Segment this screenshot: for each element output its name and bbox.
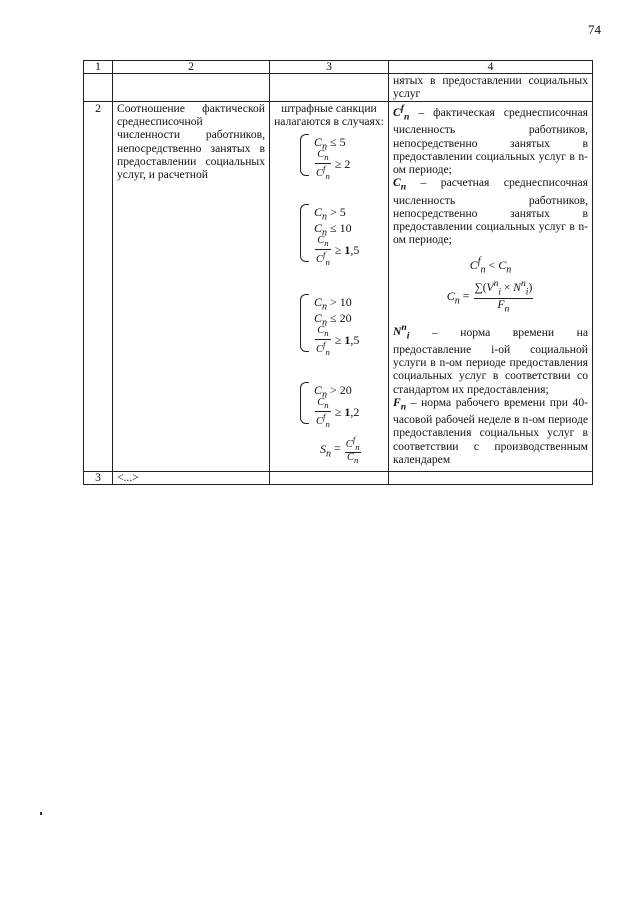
sanctions-intro: штрафные санкции налагаются в случаях: [274, 102, 384, 129]
def-cn: $C_n$ – расчетная среднесписочная численность работников, непосредственно занятых в предоставлении социальных услуг в n-ом периоде; [393, 176, 588, 247]
page-number: 74 [588, 22, 601, 37]
definitions-cell [389, 102, 593, 472]
case-3-ratio: $\frac{C_n}{C^f_n}$ ≥ 1,5 [316, 325, 360, 358]
indicators-table [83, 60, 593, 485]
case-3-cond-b: $C_n \le 20$ [314, 311, 352, 329]
case-4-system [300, 382, 384, 430]
row-3-ellipsis: <...> [113, 472, 270, 485]
indicator-text: Соотношение фактической среднесписочной численности работников, непосредственно занятых в предоставлении социальных услуг, и расчетной [113, 102, 270, 472]
case-4-cond-a: $C_n > 20$ [314, 383, 352, 401]
def-cfn: $C^f_n$ – фактическая среднесписочная численность работников, непосредственно занятых в предоставлении социальных услуг в n-ом периоде; [393, 103, 588, 176]
header-col-2: 2 [113, 61, 270, 74]
s-formula: $S_n$ = $\frac{C^f_n}{C_n}$ [320, 434, 360, 466]
case-1-cond-a: $C_n \le 5$ [314, 135, 346, 153]
cn-formula: $C_n$ = $\frac{\sum(V^n_i \times N^n_i)}{F_n}$ [446, 278, 533, 315]
sanctions-cell [270, 102, 389, 472]
cn-condition: $C^f_n < C_n$ [469, 255, 512, 275]
case-2-system [300, 204, 384, 268]
table-row-3 [84, 472, 593, 485]
def-fn: $F_n$ – норма рабочего времени при 40-часовой рабочей неделе в n-ом периоде предоставления социальных услуг в соответствии с производственным календарем [393, 395, 588, 466]
case-2-ratio: $\frac{C_n}{C^f_n}$ ≥ 1,5 [316, 235, 360, 268]
header-col-3: 3 [270, 61, 389, 74]
row-3-number: 3 [84, 472, 113, 485]
def-nin: $N^n_i$ – норма времени на предоставление i-ой социальной услуги в n-ом периоде предоставления социальных услуг в соответствии со стандартом их предоставления; [393, 322, 588, 396]
def-nin-text: – норма времени на предоставление i-ой социальной услуги в n-ом периоде предоставления социальных услуг в соответствии со стандартом их предоставления; [393, 325, 588, 396]
def-cfn-text: – фактическая среднесписочная численность работников, непосредственно занятых в предоставлении социальных услуг в n-ом периоде; [393, 105, 588, 176]
header-col-1: 1 [84, 61, 113, 74]
continued-text: нятых в предоставлении социальных услуг [389, 74, 593, 102]
scan-speck [40, 812, 42, 815]
row-number: 2 [84, 102, 113, 472]
table-header-row [84, 61, 593, 74]
case-3-system [300, 294, 384, 358]
table-row-continued [84, 74, 593, 102]
case-4-ratio: $\frac{C_n}{C^f_n}$ ≥ 1,2 [316, 397, 360, 430]
case-1-ratio: $\frac{C_n}{C^f_n}$ ≥ 2 [316, 149, 351, 182]
header-col-4: 4 [389, 61, 593, 74]
table-row-2 [84, 102, 593, 472]
def-fn-text: – норма рабочего времени при 40-часовой рабочей неделе в n-ом периоде предоставления социальных услуг в соответствии с производственным календарем [393, 395, 588, 466]
case-1-system [300, 134, 384, 182]
case-2-cond-a: $C_n > 5$ [314, 205, 346, 223]
def-cn-text: – расчетная среднесписочная численность работников, непосредственно занятых в предоставлении социальных услуг в n-ом периоде; [393, 176, 588, 247]
case-3-cond-a: $C_n > 10$ [314, 295, 352, 313]
case-2-cond-b: $C_n \le 10$ [314, 221, 352, 239]
